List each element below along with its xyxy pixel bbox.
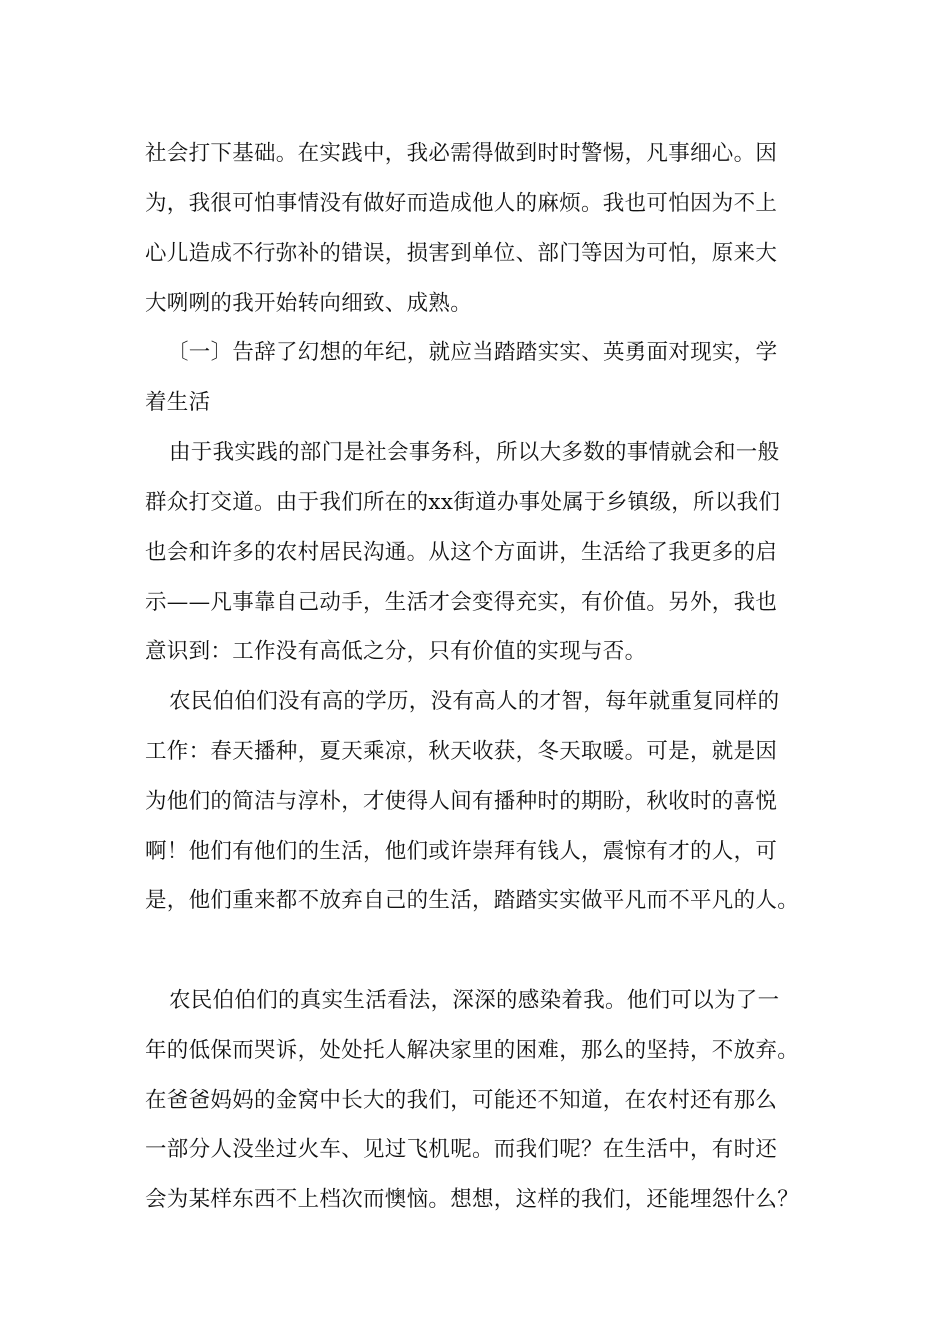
text-line: 为他们的简洁与淳朴，才使得人间有播种时的期盼，秋收时的喜悦 [145, 789, 778, 814]
text-line: 会为某样东西不上档次而懊恼。想想，这样的我们，还能埋怨什么？ [145, 1187, 800, 1212]
text-line: 由于我实践的部门是社会事务科，所以大多数的事情就会和一般 [169, 440, 780, 465]
text-line: 大咧咧的我开始转向细致、成熟。 [145, 291, 473, 316]
text-line: 也会和许多的农村居民沟通。从这个方面讲，生活给了我更多的启 [145, 540, 778, 565]
text-line: 农民伯伯们的真实生活看法，深深的感染着我。他们可以为了一 [169, 988, 780, 1013]
text-line: 在爸爸妈妈的金窝中长大的我们，可能还不知道，在农村还有那么 [145, 1088, 778, 1113]
section-heading-line: 〔一〕告辞了幻想的年纪，就应当踏踏实实、英勇面对现实，学 [167, 340, 778, 365]
text-line: 社会打下基础。在实践中，我必需得做到时时警惕，凡事细心。因 [145, 141, 778, 166]
text-line: 示——凡事靠自己动手，生活才会变得充实，有价值。另外，我也 [145, 590, 778, 615]
text-line: 心儿造成不行弥补的错误，损害到单位、部门等因为可怕，原来大 [145, 241, 778, 266]
text-line: 农民伯伯们没有高的学历，没有高人的才智，每年就重复同样的 [169, 689, 780, 714]
text-line: 群众打交道。由于我们所在的xx街道办事处属于乡镇级，所以我们 [145, 490, 781, 515]
text-line: 是，他们重来都不放弃自己的生活，踏踏实实做平凡而不平凡的人。 [145, 888, 800, 913]
text-line: 为，我很可怕事情没有做好而造成他人的麻烦。我也可怕因为不上 [145, 191, 778, 216]
section-heading-line: 着生活 [145, 390, 211, 415]
text-line: 年的低保而哭诉，处处托人解决家里的困难，那么的坚持，不放弃。 [145, 1038, 800, 1063]
text-line: 啊！他们有他们的生活，他们或许崇拜有钱人，震惊有才的人，可 [145, 839, 778, 864]
text-line: 工作：春天播种，夏天乘凉，秋天收获，冬天取暖。可是，就是因 [145, 739, 778, 764]
text-line: 意识到：工作没有高低之分，只有价值的实现与否。 [145, 639, 647, 664]
text-line: 一部分人没坐过火车、见过飞机呢。而我们呢？在生活中，有时还 [145, 1137, 778, 1162]
